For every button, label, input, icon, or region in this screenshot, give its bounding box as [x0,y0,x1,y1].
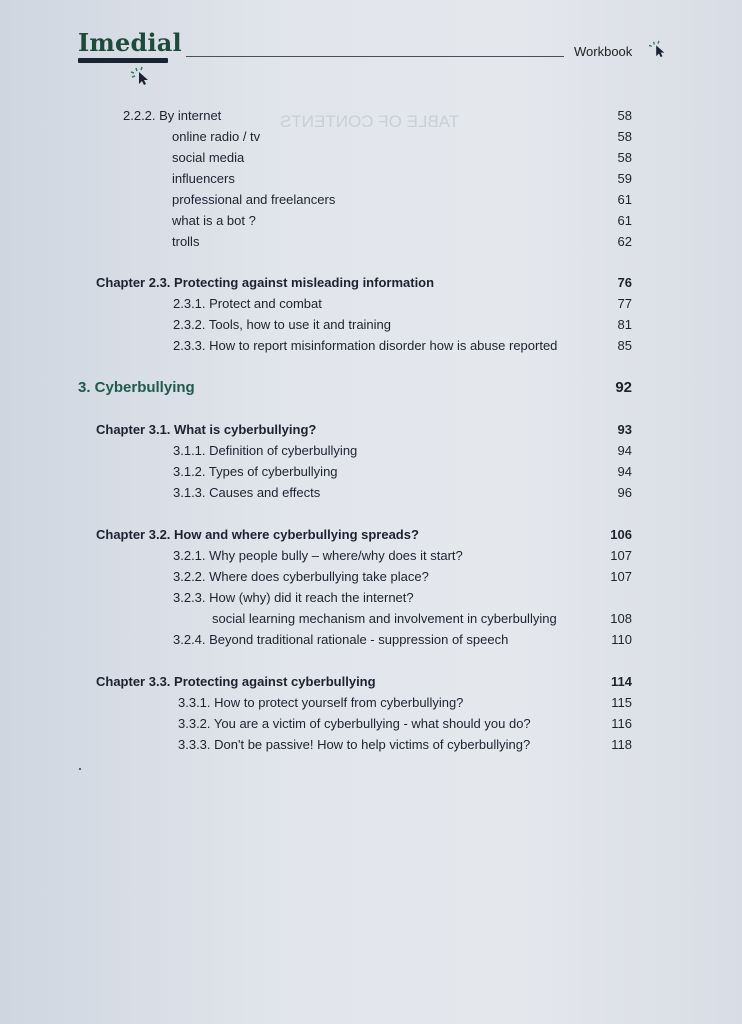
toc-page-number: 118 [611,737,632,752]
toc-entry-title: 3. Cyberbullying [78,379,195,396]
toc-entry-title: 3.3.3. Don't be passive! How to help victims of cyberbullying? [178,737,531,752]
toc-page-number: 92 [615,379,632,396]
workbook-label: Workbook [574,44,633,59]
toc-chapter [0,525,742,545]
toc-entry-title: 2.3.1. Protect and combat [173,296,322,311]
toc-page-number: 76 [617,275,632,290]
toc-page-number: 114 [611,674,632,689]
toc-page-number: 58 [617,129,632,144]
toc-entry [0,567,742,587]
toc-page-number: 93 [617,422,632,437]
toc-entry [0,588,742,608]
toc-entry [0,148,742,168]
toc-entry [0,315,742,335]
toc-entry-title: what is a bot ? [172,213,256,228]
toc-entry-title: 3.2.3. How (why) did it reach the internet? [173,590,414,605]
toc-entry-title: 2.3.2. Tools, how to use it and training [173,317,392,332]
toc-entry [0,232,742,252]
toc-entry-title: 2.3.3. How to report misinformation disorder how is abuse reported [173,338,558,353]
toc-entry-title: Chapter 2.3. Protecting against misleading information [96,275,435,290]
toc-page-number: 94 [617,443,632,458]
speck [79,768,81,770]
toc-entry-title: Chapter 3.1. What is cyberbullying? [96,422,317,437]
toc-entry [0,169,742,189]
toc-page-number: 94 [617,464,632,479]
toc-page-number: 61 [617,192,632,207]
toc-entry [0,294,742,314]
toc-entry-title: Chapter 3.3. Protecting against cyberbullying [96,674,376,689]
toc-entry-title: 3.3.1. How to protect yourself from cyberbullying? [178,695,464,710]
toc-entry [0,462,742,482]
toc-chapter [0,672,742,692]
toc-page-number: 106 [610,527,632,542]
toc-page-number: 61 [617,213,632,228]
toc-chapter [0,273,742,293]
toc-entry [0,693,742,713]
toc-entry [0,483,742,503]
toc-entry-title: 2.2.2. By internet [123,108,222,123]
toc-page-number: 116 [611,716,632,731]
toc-page-number: 81 [617,317,632,332]
toc-entry-title: social learning mechanism and involvement in cyberbullying [212,611,557,626]
toc-entry [0,714,742,734]
toc-chapter [0,420,742,440]
toc-entry [0,546,742,566]
toc-page-number: 108 [610,611,632,626]
toc-entry [0,441,742,461]
toc-page-number: 59 [617,171,632,186]
toc-page-number: 85 [617,338,632,353]
toc-section [0,378,742,398]
toc-page-number: 96 [617,485,632,500]
toc-entry-title: 3.1.2. Types of cyberbullying [173,464,338,479]
toc-entry [0,190,742,210]
toc-entry-title: 3.1.1. Definition of cyberbullying [173,443,358,458]
toc-page-number: 107 [610,548,632,563]
cursor-click-icon [130,66,152,86]
toc-page-number: 115 [611,695,632,710]
logo-underline [78,58,168,63]
toc-entry-title: social media [172,150,245,165]
toc-entry-title: 3.3.2. You are a victim of cyberbullying - what should you do? [178,716,531,731]
toc-entry-title: 3.2.2. Where does cyberbullying take place? [173,569,429,584]
toc-page-number: 58 [617,150,632,165]
toc-entry-title: Chapter 3.2. How and where cyberbullying spreads? [96,527,419,542]
toc-page-number: 77 [617,296,632,311]
toc-entry [0,630,742,650]
toc-entry-title: influencers [172,171,235,186]
toc-entry [0,127,742,147]
toc-page-number: 62 [617,234,632,249]
toc-entry-title: online radio / tv [172,129,261,144]
toc-entry [0,106,742,126]
toc-entry [0,336,742,356]
toc-entry-title: 3.2.4. Beyond traditional rationale - suppression of speech [173,632,509,647]
toc-entry-title: trolls [172,234,200,249]
toc-entry-title: 3.1.3. Causes and effects [173,485,321,500]
toc-page-number: 107 [610,569,632,584]
toc-entry [0,211,742,231]
cursor-click-icon [648,40,668,58]
toc-entry-title: 3.2.1. Why people bully – where/why does it start? [173,548,463,563]
toc-page-number: 58 [617,108,632,123]
header-rule [186,56,564,57]
logo: Imedial [78,28,182,57]
toc-entry [0,735,742,755]
toc-page-number: 110 [611,632,632,647]
toc-entry-title: professional and freelancers [172,192,336,207]
bleed-through: TABLE OF CONTENTS [280,112,460,131]
toc-entry [0,609,742,629]
